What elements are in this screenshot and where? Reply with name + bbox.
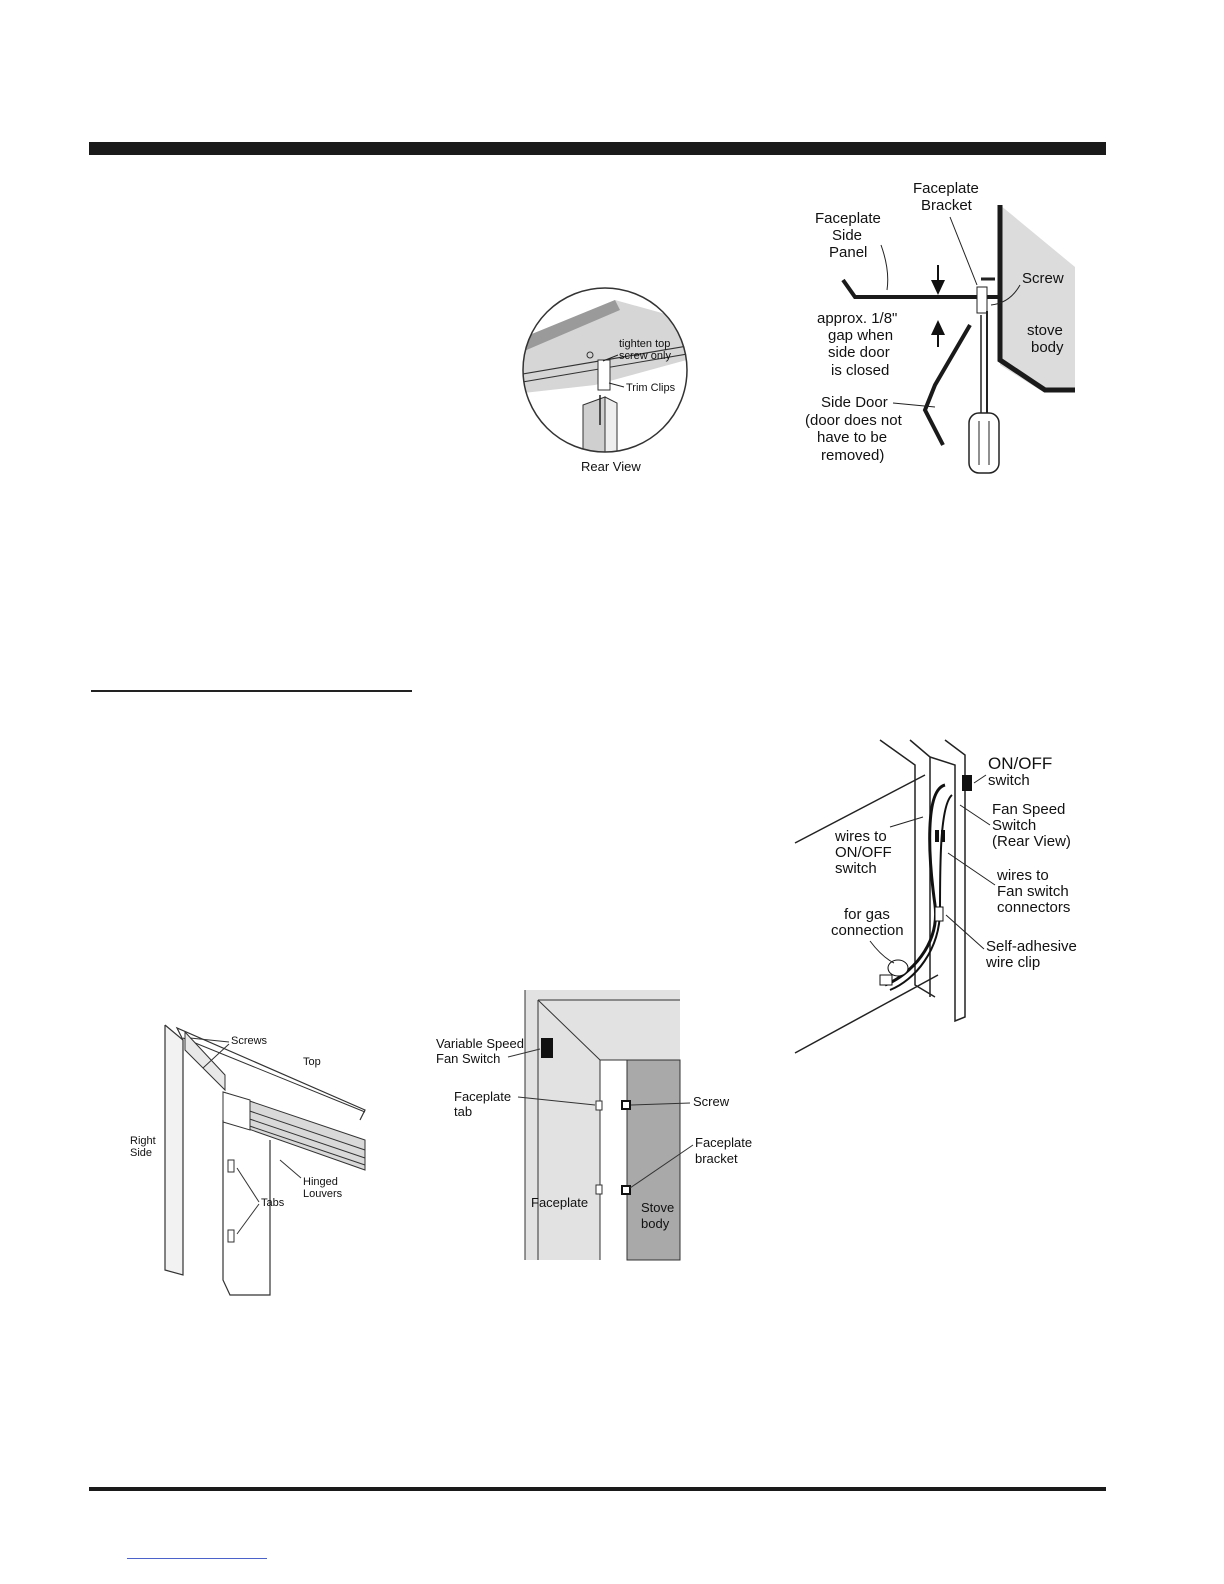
footer-rule bbox=[89, 1487, 1106, 1491]
tighten-label: tighten top bbox=[619, 338, 671, 350]
tabs-label: Tabs bbox=[261, 1197, 285, 1209]
screws-label: Screws bbox=[231, 1035, 268, 1047]
hinged-louvers-label-2: Louvers bbox=[303, 1188, 343, 1200]
faceplate-side-panel-label-3: Panel bbox=[829, 244, 868, 261]
trim-clips-label: Trim Clips bbox=[626, 382, 676, 394]
wires-fan-label-2: Fan switch bbox=[997, 883, 1069, 900]
on-off-label: ON/OFF bbox=[988, 754, 1053, 773]
trim-clips-figure bbox=[505, 285, 705, 480]
faceplate-bracket-label: Faceplate bbox=[913, 180, 979, 197]
screw-label-faceplate: Screw bbox=[693, 1094, 730, 1109]
fan-speed-label: Fan Speed bbox=[992, 801, 1066, 818]
side-door-label-3: have to be bbox=[817, 429, 888, 446]
header-rule bbox=[89, 142, 1106, 155]
fan-speed-label-2: Switch bbox=[992, 817, 1037, 834]
stove-body-label-2: body bbox=[1031, 339, 1064, 356]
stove-body-label: stove bbox=[1027, 322, 1063, 339]
gap-label-4: is closed bbox=[831, 362, 890, 379]
wires-on-off-label-2: ON/OFF bbox=[835, 844, 892, 861]
faceplate-bracket-label-2: Bracket bbox=[921, 197, 972, 214]
wires-fan-label-3: connectors bbox=[997, 899, 1071, 916]
gap-label-2: gap when bbox=[828, 327, 894, 344]
screw-label: Screw bbox=[1022, 270, 1064, 287]
right-side-label-2: Side bbox=[130, 1147, 153, 1159]
side-door-label-4: removed) bbox=[821, 447, 885, 464]
side-door-label-2: (door does not bbox=[805, 412, 902, 429]
wiring-figure bbox=[790, 735, 1090, 1055]
footer-link-underline bbox=[127, 1558, 267, 1559]
faceplate-tab-label: Faceplate bbox=[454, 1089, 512, 1104]
top-label: Top bbox=[303, 1056, 321, 1068]
faceplate-side-panel-label: Faceplate bbox=[815, 210, 881, 227]
gas-label-2: connection bbox=[831, 922, 904, 939]
side-door-figure bbox=[795, 175, 1100, 480]
right-side-label: Right bbox=[130, 1135, 156, 1147]
side-door-label: Side Door bbox=[821, 394, 888, 411]
stove-body-label-b-2: body bbox=[641, 1216, 670, 1231]
on-off-label-2: switch bbox=[988, 772, 1030, 789]
fan-switch-label-2: Fan Switch bbox=[436, 1051, 501, 1066]
gas-label: for gas bbox=[844, 906, 890, 923]
wires-on-off-label-3: switch bbox=[835, 860, 877, 877]
faceplate-tab-label-2: tab bbox=[454, 1104, 473, 1119]
faceplate-bracket-label-b-2: bracket bbox=[695, 1151, 738, 1166]
tighten-label-2: screw only bbox=[619, 350, 671, 362]
gap-label: approx. 1/8" bbox=[817, 310, 898, 327]
louvers-figure bbox=[125, 1020, 405, 1305]
rear-view-label: Rear View bbox=[581, 459, 641, 474]
clip-label: Self-adhesive bbox=[986, 938, 1077, 955]
fan-speed-label-3: (Rear View) bbox=[992, 833, 1071, 850]
wires-fan-label: wires to bbox=[997, 867, 1049, 884]
stove-body-label-b: Stove bbox=[641, 1200, 675, 1215]
hinged-louvers-label: Hinged bbox=[303, 1176, 338, 1188]
fan-switch-label: Variable Speed bbox=[436, 1036, 524, 1051]
faceplate-figure bbox=[430, 985, 770, 1265]
clip-label-2: wire clip bbox=[986, 954, 1041, 971]
wires-on-off-label: wires to bbox=[835, 828, 887, 845]
section-heading-underline bbox=[91, 690, 412, 692]
gap-label-3: side door bbox=[828, 344, 890, 361]
faceplate-label: Faceplate bbox=[531, 1195, 589, 1210]
faceplate-bracket-label-b: Faceplate bbox=[695, 1135, 753, 1150]
faceplate-side-panel-label-2: Side bbox=[832, 227, 863, 244]
